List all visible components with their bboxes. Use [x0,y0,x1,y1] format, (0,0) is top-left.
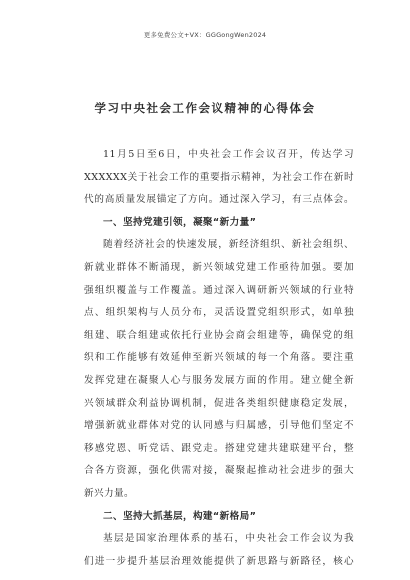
paragraph-line: 强组织覆盖与工作覆盖。通过深入调研新兴领域的行业特 [84,284,354,296]
paragraph-line: 移感党恩、听党话、跟党走。搭建党建共建联建平台，整 [84,442,354,454]
paragraph-line: 11月5日至6日，中央社会工作会议召开，传达学习 [103,149,354,160]
paragraph-line: 兴领域群众利益协调机制，促进各类组织健康稳定发展， [84,397,354,409]
header-note: 更多免费公文+VX：GGGongWen2024 [143,31,267,39]
paragraph-line: 织和工作能够有效延伸至新兴领域的每一个角落。要注重 [84,352,354,364]
paragraph-line: 代的高质量发展锚定了方向。通过深入学习，有三点体会。 [84,194,354,206]
paragraph-line: 增强新就业群体对党的认同感与归属感，引导他们坚定不 [84,420,354,432]
paragraph-line: 新兴力量。 [84,487,134,499]
paragraph-line: 基层是国家治理体系的基石，中央社会工作会议为我 [103,533,354,545]
paragraph-line: 们进一步提升基层治理效能提供了新思路与新路径，核心 [84,555,354,567]
paragraph-line: XXXXXX关于社会工作的重要指示精神，为社会工作在新时 [84,171,354,183]
paragraph-line: 随着经济社会的快速发展，新经济组织、新社会组织、 [103,239,354,251]
paragraph-line: 合各方资源，强化供需对接，凝聚起推动社会进步的强大 [84,465,354,477]
document-body [84,144,354,573]
paragraph-line: 发挥党建在凝聚人心与服务发展方面的作用。建立健全新 [84,374,354,386]
paragraph-line: 点、组织架构与人员分布，灵活设置党组织形式，如单独 [84,307,354,319]
document-title: 学习中央社会工作会议精神的心得体会 [94,101,316,115]
paragraph-line: 新就业群体不断涌现，新兴领域党建工作亟待加强。要加 [84,261,354,273]
paragraph-line: 组建、联合组建或依托行业协会商会组建等，确保党的组 [84,329,354,341]
section-heading: 一、坚持党建引领，凝聚“新力量” [103,216,257,228]
section-heading: 二、坚持大抓基层，构建“新格局” [103,510,257,522]
